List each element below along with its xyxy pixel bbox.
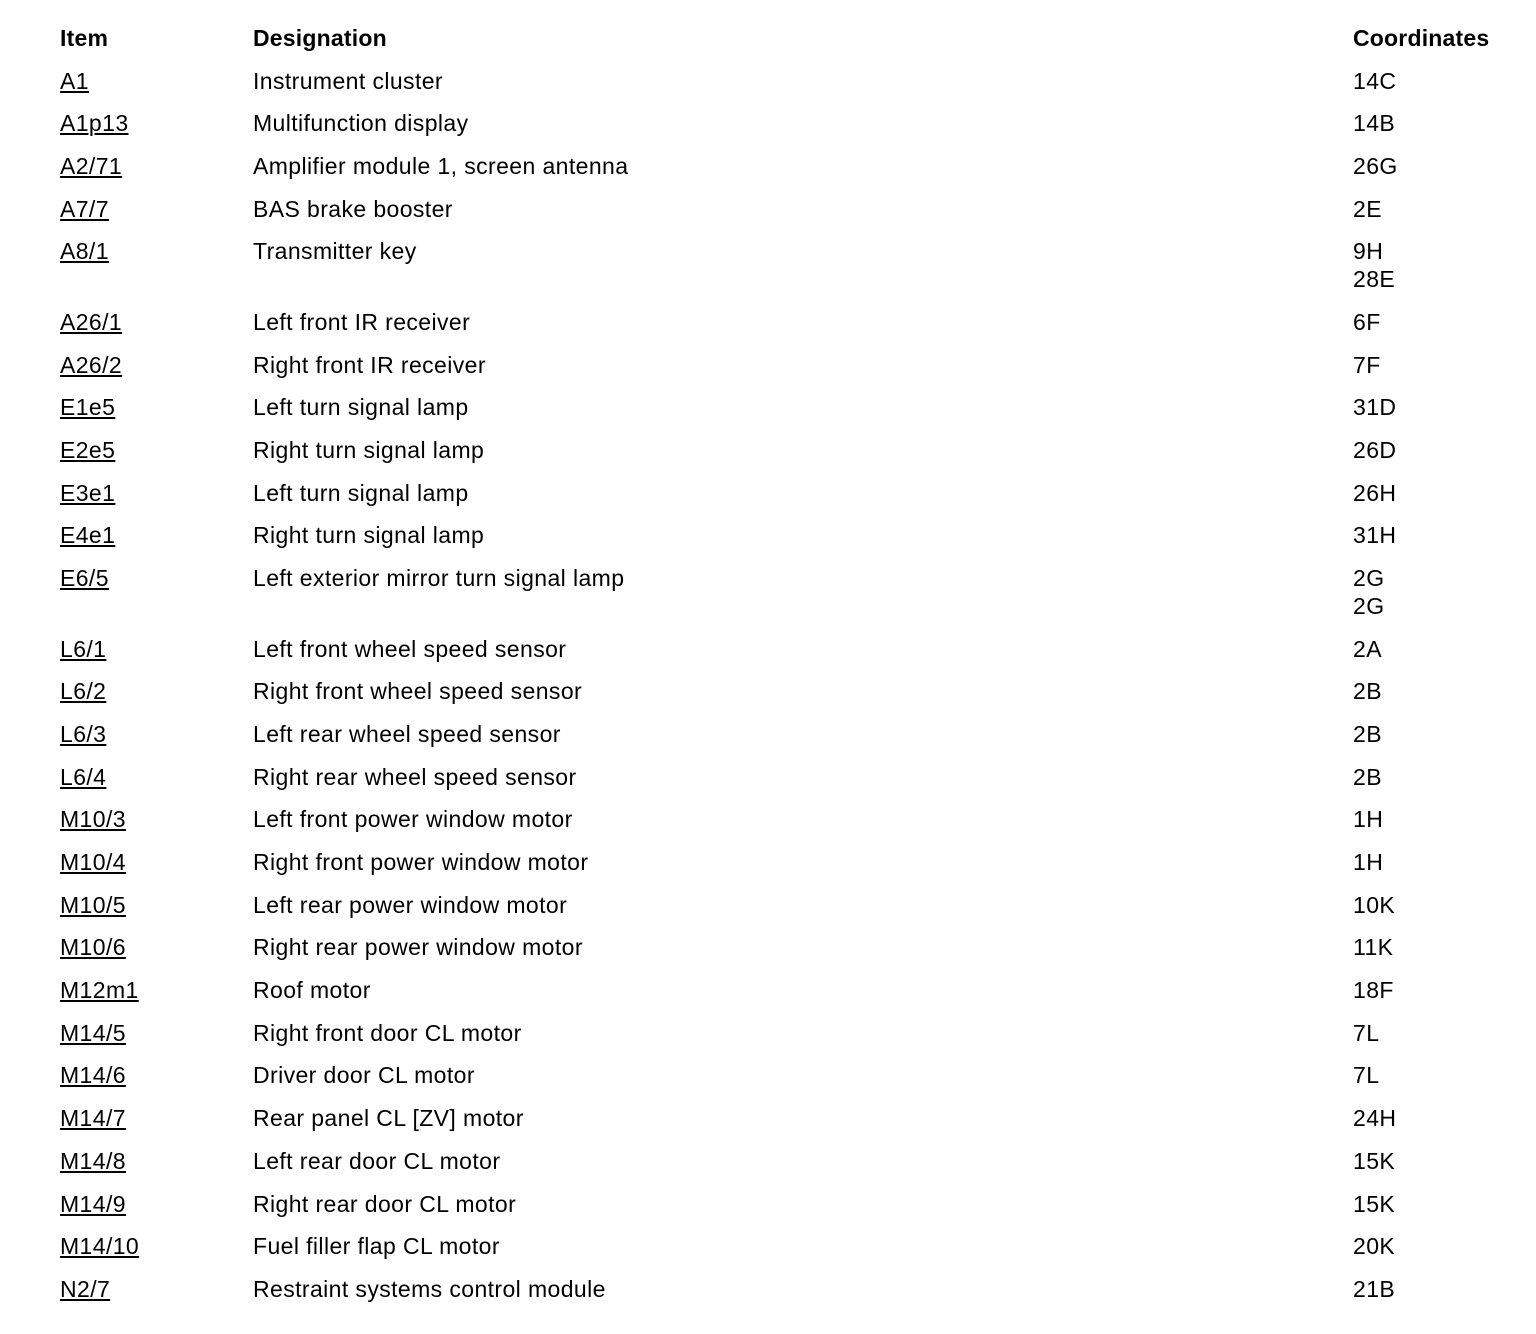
designation-text: Driver door CL motor — [253, 1062, 475, 1089]
item-link[interactable]: A26/2 — [60, 351, 123, 378]
item-link[interactable]: E1e5 — [60, 394, 116, 421]
item-link[interactable]: M10/6 — [60, 934, 126, 961]
designation-text: Right rear wheel speed sensor — [253, 763, 577, 790]
item-link[interactable]: A26/1 — [60, 308, 123, 335]
table-row — [60, 564, 1530, 635]
coordinate-value: 6F — [1353, 308, 1381, 335]
coordinate-value: 7F — [1353, 351, 1381, 378]
coordinates-cell — [1353, 805, 1383, 833]
component-table — [60, 24, 1530, 1318]
item-link[interactable]: L6/2 — [60, 678, 107, 705]
table-row — [60, 848, 1530, 891]
table-row — [60, 109, 1530, 152]
coordinates-cell — [1353, 1019, 1379, 1047]
designation-text: BAS brake booster — [253, 195, 453, 222]
item-link[interactable]: E6/5 — [60, 565, 109, 592]
item-link[interactable]: N2/7 — [60, 1275, 111, 1302]
table-row — [60, 720, 1530, 763]
designation-text: Right front wheel speed sensor — [253, 678, 583, 705]
coordinate-value: 26D — [1353, 437, 1397, 463]
designation-text: Right rear door CL motor — [253, 1190, 517, 1217]
designation-text: Instrument cluster — [253, 67, 443, 94]
table-row — [60, 1190, 1530, 1233]
designation-text: Multifunction display — [253, 110, 469, 137]
item-link[interactable]: M10/5 — [60, 891, 126, 918]
coordinates-cell — [1353, 1061, 1379, 1089]
table-row — [60, 891, 1530, 934]
item-link[interactable]: M14/8 — [60, 1147, 126, 1174]
designation-text: Right turn signal lamp — [253, 522, 485, 549]
coordinate-value: 31H — [1353, 522, 1397, 549]
coordinates-cell — [1353, 195, 1382, 223]
table-row — [60, 308, 1530, 351]
coordinate-value: 2A — [1353, 635, 1382, 662]
coordinate-value: 7L — [1353, 1062, 1380, 1089]
coordinates-cell — [1353, 891, 1395, 919]
item-link[interactable]: L6/1 — [60, 635, 107, 662]
coordinate-value: 14B — [1353, 110, 1396, 137]
coordinates-cell — [1353, 1232, 1395, 1260]
coordinates-cell — [1353, 1190, 1395, 1218]
table-row — [60, 521, 1530, 564]
coordinates-cell — [1353, 1275, 1395, 1303]
coordinate-value: 24H — [1353, 1105, 1397, 1132]
designation-text: Transmitter key — [253, 238, 417, 265]
item-link[interactable]: A1p13 — [60, 110, 129, 137]
designation-text: Right rear power window motor — [253, 934, 583, 961]
coordinates-cell — [1353, 351, 1381, 379]
item-link[interactable]: M14/9 — [60, 1190, 126, 1217]
table-row — [60, 67, 1530, 110]
table-row — [60, 393, 1530, 436]
item-link[interactable]: E4e1 — [60, 522, 116, 549]
item-link[interactable]: M14/5 — [60, 1019, 126, 1046]
coordinates-cell — [1353, 677, 1382, 705]
table-row — [60, 1147, 1530, 1190]
table-row — [60, 805, 1530, 848]
table-row — [60, 1275, 1530, 1318]
item-link[interactable]: M10/3 — [60, 806, 126, 833]
item-link[interactable]: A2/71 — [60, 153, 123, 180]
designation-text: Left front wheel speed sensor — [253, 635, 567, 662]
designation-text: Left rear power window motor — [253, 891, 568, 918]
table-row — [60, 677, 1530, 720]
designation-text: Left front power window motor — [253, 806, 573, 833]
coordinates-cell — [1353, 933, 1393, 961]
table-body — [60, 67, 1530, 1318]
designation-text: Fuel filler flap CL motor — [253, 1233, 500, 1260]
coordinate-value: 26G — [1353, 153, 1398, 180]
table-row — [60, 1061, 1530, 1104]
table-row — [60, 351, 1530, 394]
designation-text: Restraint systems control module — [253, 1275, 606, 1302]
coordinates-cell — [1353, 1104, 1396, 1132]
designation-text: Amplifier module 1, screen antenna — [253, 153, 629, 180]
coordinate-value: 2B — [1353, 763, 1382, 790]
coordinates-cell — [1353, 237, 1395, 293]
item-link[interactable]: E2e5 — [60, 437, 116, 463]
coordinates-cell — [1353, 479, 1396, 507]
coordinates-cell — [1353, 67, 1396, 95]
item-link[interactable]: L6/4 — [60, 763, 107, 790]
designation-text: Right front IR receiver — [253, 351, 486, 378]
designation-text: Rear panel CL [ZV] motor — [253, 1105, 524, 1132]
designation-text: Left rear wheel speed sensor — [253, 720, 561, 747]
column-header-coordinates: Coordinates — [1353, 25, 1490, 51]
coordinate-value: 2B — [1353, 678, 1382, 705]
coordinates-cell — [1353, 393, 1396, 421]
table-row — [60, 635, 1530, 678]
table-row — [60, 1104, 1530, 1147]
table-row — [60, 976, 1530, 1019]
table-row — [60, 933, 1530, 976]
coordinate-value: 15K — [1353, 1190, 1396, 1217]
designation-text: Left exterior mirror turn signal lamp — [253, 565, 625, 592]
designation-text: Right front door CL motor — [253, 1019, 522, 1046]
coordinate-value: 21B — [1353, 1275, 1396, 1302]
table-row — [60, 436, 1530, 479]
coordinates-cell — [1353, 436, 1396, 464]
item-link[interactable]: A8/1 — [60, 238, 109, 265]
table-row — [60, 237, 1530, 308]
table-row — [60, 479, 1530, 522]
coordinate-value: 2E — [1353, 195, 1382, 222]
coordinates-cell — [1353, 635, 1382, 663]
item-link[interactable]: M10/4 — [60, 849, 126, 875]
item-link[interactable]: M14/7 — [60, 1105, 126, 1132]
coordinate-value: 2G — [1353, 593, 1385, 620]
coordinates-cell — [1353, 1147, 1395, 1175]
table-row — [60, 1232, 1530, 1275]
coordinate-value: 31D — [1353, 394, 1397, 421]
column-header-designation: Designation — [253, 25, 387, 51]
table-header-row — [60, 24, 1530, 67]
coordinate-value: 11K — [1353, 934, 1394, 961]
table-row — [60, 1019, 1530, 1062]
item-link[interactable]: M14/6 — [60, 1062, 126, 1089]
coordinates-cell — [1353, 521, 1396, 549]
item-link[interactable]: M12m1 — [60, 977, 139, 1004]
table-row — [60, 152, 1530, 195]
coordinates-cell — [1353, 976, 1394, 1004]
coordinates-cell — [1353, 109, 1395, 137]
coordinate-value: 1H — [1353, 849, 1384, 875]
coordinate-value: 2B — [1353, 720, 1382, 747]
coordinates-cell — [1353, 308, 1381, 336]
table-row — [60, 763, 1530, 806]
item-link[interactable]: L6/3 — [60, 720, 107, 747]
coordinate-value: 14C — [1353, 67, 1397, 94]
item-link[interactable]: M14/10 — [60, 1233, 140, 1260]
designation-text: Left turn signal lamp — [253, 394, 469, 421]
coordinate-value: 20K — [1353, 1233, 1396, 1260]
designation-text: Roof motor — [253, 977, 371, 1004]
coordinate-value: 28E — [1353, 266, 1396, 293]
column-header-item: Item — [60, 25, 109, 51]
coordinate-value: 1H — [1353, 806, 1384, 833]
coordinate-value: 9H — [1353, 238, 1384, 265]
coordinates-cell — [1353, 848, 1383, 876]
designation-text: Right turn signal lamp — [253, 437, 485, 463]
coordinates-cell — [1353, 720, 1382, 748]
coordinates-cell — [1353, 763, 1382, 791]
designation-text: Left front IR receiver — [253, 308, 471, 335]
coordinate-value: 10K — [1353, 891, 1396, 918]
coordinate-value: 15K — [1353, 1147, 1396, 1174]
coordinates-cell — [1353, 564, 1384, 620]
item-link[interactable]: A1 — [60, 67, 89, 94]
coordinate-value: 18F — [1353, 977, 1394, 1004]
designation-text: Right front power window motor — [253, 849, 589, 875]
coordinate-value: 26H — [1353, 479, 1397, 506]
coordinate-value: 2G — [1353, 565, 1385, 592]
coordinates-cell — [1353, 152, 1398, 180]
item-link[interactable]: E3e1 — [60, 479, 116, 506]
designation-text: Left rear door CL motor — [253, 1147, 501, 1174]
table-row — [60, 195, 1530, 238]
coordinate-value: 7L — [1353, 1019, 1380, 1046]
item-link[interactable]: A7/7 — [60, 195, 109, 222]
designation-text: Left turn signal lamp — [253, 479, 469, 506]
